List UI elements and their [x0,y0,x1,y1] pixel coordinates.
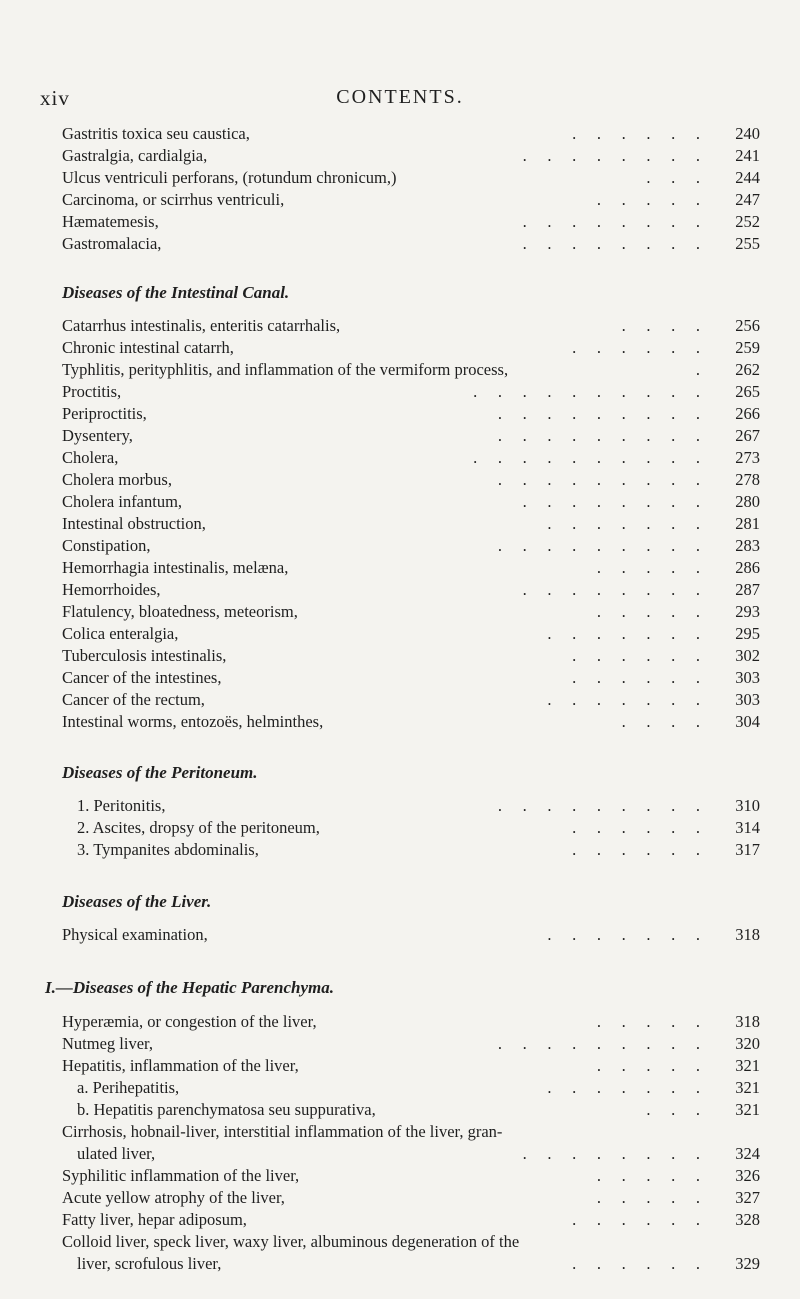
page-header [0,86,800,116]
section-heading: Diseases of the Peritoneum. [62,763,258,782]
section-heading: Diseases of the Liver. [62,892,212,911]
section-heading: I.—Diseases of the Hepatic Parenchyma. [45,978,334,997]
page-number: xiv [40,86,70,110]
page-title: CONTENTS. [336,86,464,108]
section-heading: Diseases of the Intestinal Canal. [62,283,290,302]
